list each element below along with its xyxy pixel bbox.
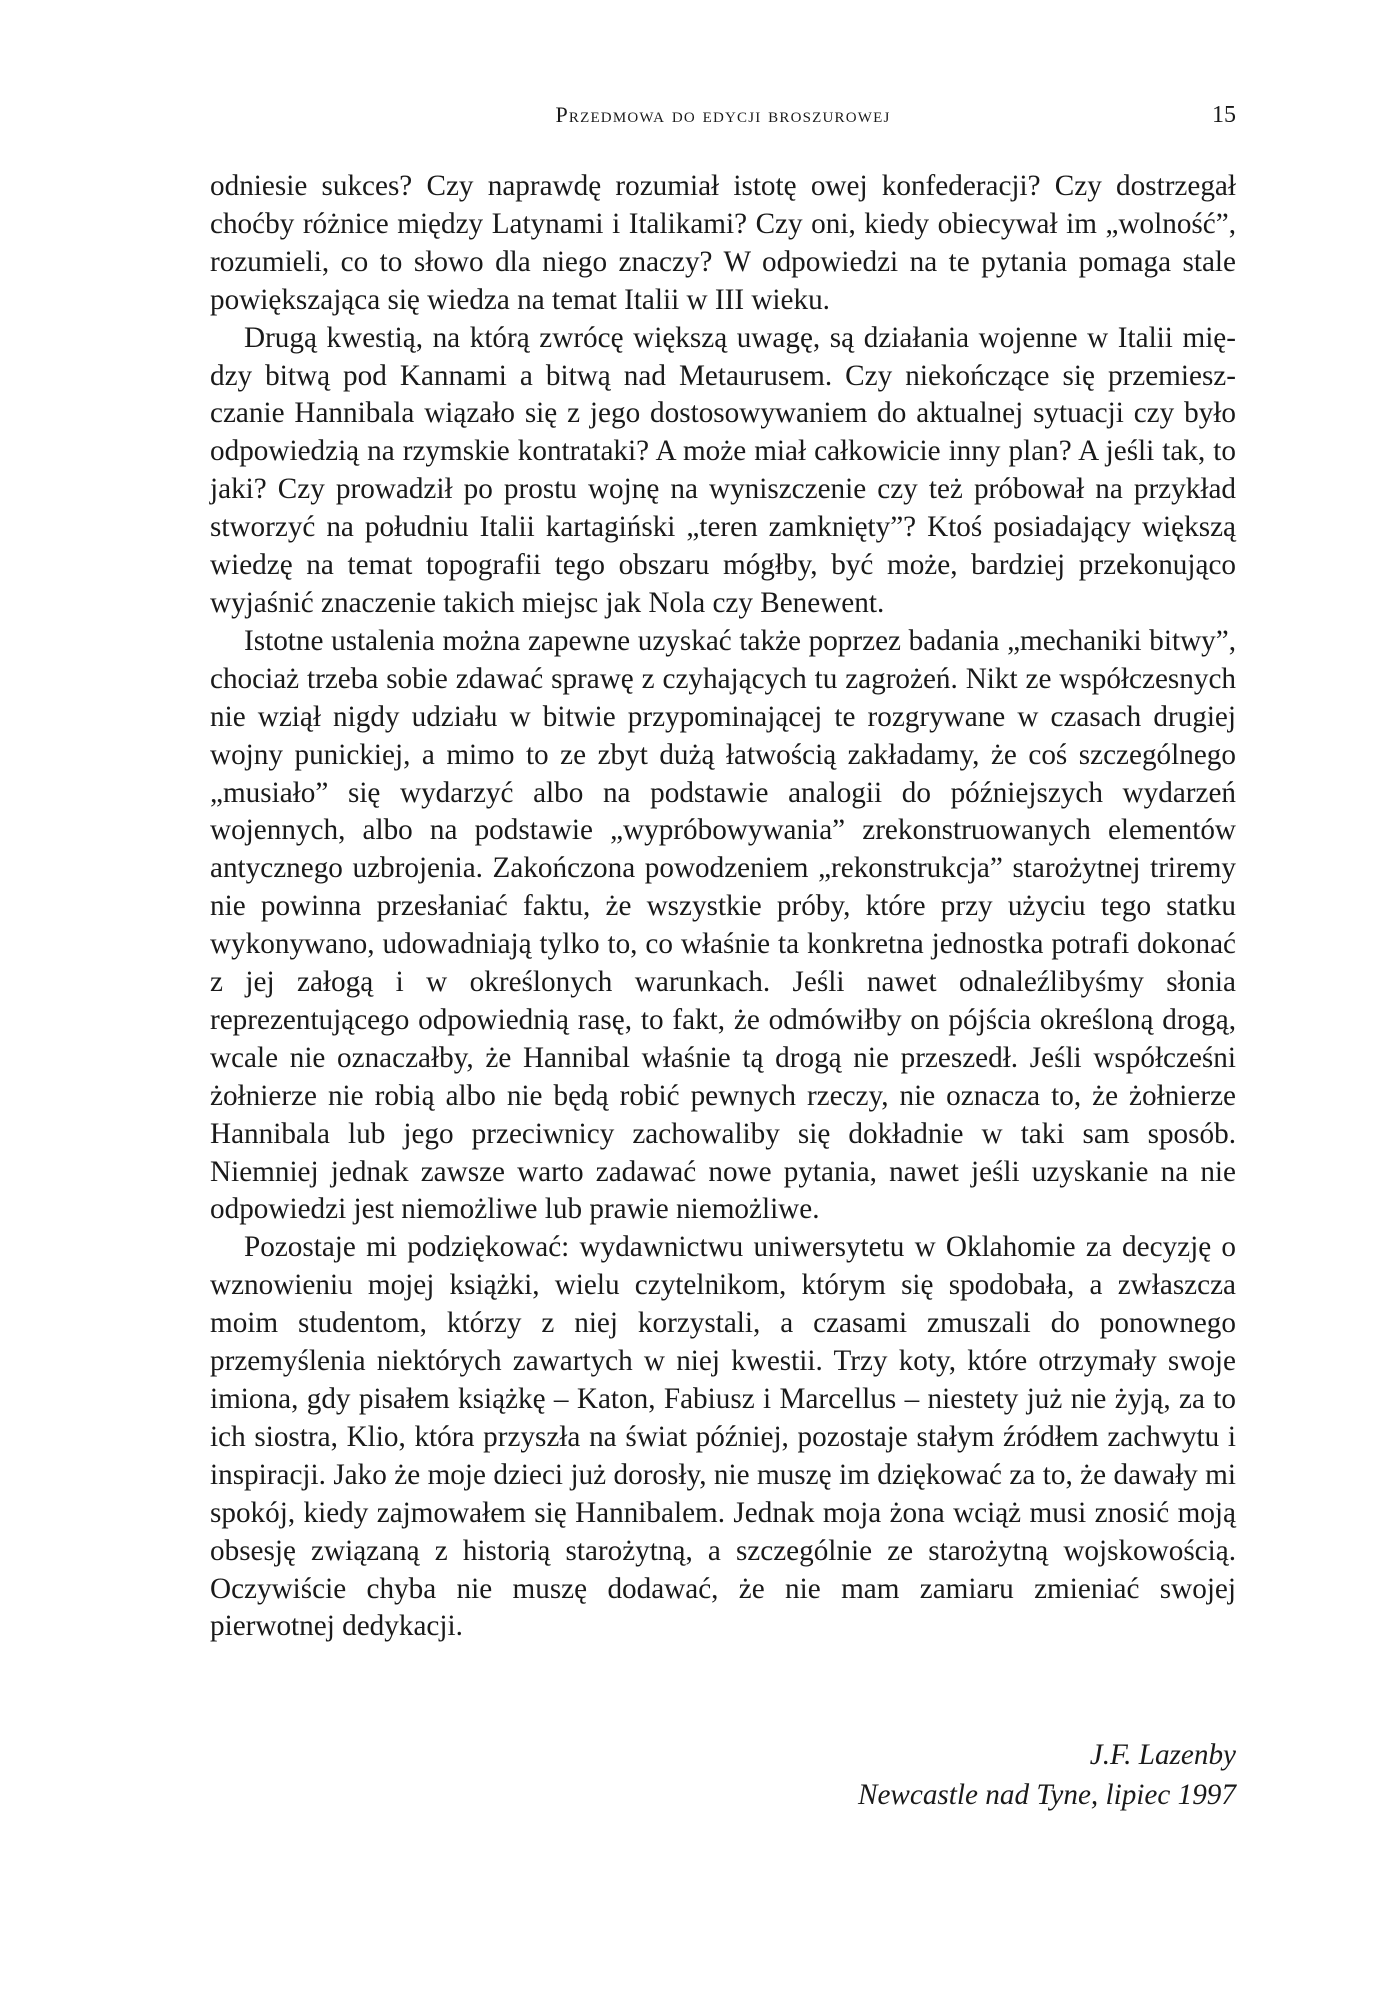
author-name: J.F. Lazenby: [1089, 1739, 1236, 1771]
place-date: Newcastle nad Tyne, lipiec 1997: [857, 1779, 1236, 1811]
paragraph-2: Drugą kwestią, na którą zwrócę większą uwagę, są działania wojenne w Italii między bitwą pod Kannami a bitwą nad Metaurusem. Czy niekończące się przemieszczanie Hannibala wiązało się z jego dostosowywaniem do aktualnej sytuacji czy było odpowiedzią na rzymskie kontrataki? A może miał całkowicie inny plan? A jeśli tak, to jaki? Czy prowadził po prostu wojnę na wyniszczenie czy też próbował na przykład stworzyć na południu Italii kartagiński „teren zamknięty”? Ktoś posiadający większą wiedzę na temat topografii tego obszaru mógłby, być może, bardziej przekonująco wyjaśnić znaczenie takich miejsc jak Nola czy Benewent.: [210, 321, 1236, 619]
page-number: 15: [1212, 102, 1236, 128]
signature-block: [858, 1735, 1236, 1815]
running-title: Przedmowa do edycji broszurowej: [555, 102, 891, 127]
body-text: [210, 168, 1236, 1646]
paragraph-4: Pozostaje mi podziękować: wydawnictwu uniwersytetu w Oklahomie za decyzję o wznowieniu mojej książki, wielu czytelnikom, którym się spodobała, a zwłaszcza moim studentom, którzy z niej korzystali, a czasami zmuszali do ponownego przemyślenia niektórych zawartych w niej kwestii. Trzy koty, które otrzymały swoje imiona, gdy pisałem książkę – Katon, Fabiusz i Marcellus – niestety już nie żyją, za to ich siostra, Klio, która przyszła na świat później, pozostaje stałym źródłem zachwytu i inspiracji. Jako że moje dzieci już dorosły, nie muszę im dziękować za to, że dawały mi spokój, kiedy zajmowałem się Hannibalem. Jednak moja żona wciąż musi znosić moją obsesję związaną z historią starożytną, a szczególnie ze starożytną wojskowością. Oczywiście chyba nie muszę dodawać, że nie mam zamiaru zmieniać swojej pierwotnej dedykacji.: [210, 1231, 1236, 1643]
paragraph-3: Istotne ustalenia można zapewne uzyskać także poprzez badania „mechaniki bitwy”, chociaż trzeba sobie zdawać sprawę z czyhających tu zagrożeń. Nikt ze współczesnych nie wziął nigdy udziału w bitwie przypominającej te rozgrywane w czasach drugiej wojny punickiej, a mimo to ze zbyt dużą łatwością zakładamy, że coś szczególnego „musiało” się wydarzyć albo na podstawie analogii do późniejszych wydarzeń wojennych, albo na podstawie „wypróbowywania” zrekonstruowanych elementów antycznego uzbrojenia. Zakończona powodzeniem „rekonstrukcja” starożytnej triremy nie powinna przesłaniać faktu, że wszystkie próby, które przy użyciu tego statku wykonywano, udowadniają tylko to, co właśnie ta konkretna jednostka potrafi dokonać z jej załogą i w określonych warunkach. Jeśli nawet odnaleźlibyśmy słonia reprezentującego odpowiednią rasę, to fakt, że odmówiłby on pójścia określoną drogą, wcale nie oznaczałby, że Hannibal właśnie tą drogą nie przeszedł. Jeśli współcześni żołnierze nie robią albo nie będą robić pewnych rzeczy, nie oznacza to, że żołnierze Hannibala lub jego przeciwnicy zachowaliby się dokładnie w taki sam sposób. Niemniej jednak zawsze warto zadawać nowe pytania, nawet jeśli uzyskanie na nie odpowiedzi jest niemożliwe lub prawie niemożliwe.: [210, 624, 1236, 1226]
paragraph-1: odniesie sukces? Czy naprawdę rozumiał istotę owej konfederacji? Czy dostrzegał choćby różnice między Latynami i Italikami? Czy oni, kiedy obiecywał im „wolność”, rozumieli, co to słowo dla niego znaczy? W odpowiedzi na te pytania pomaga stale powiększająca się wiedza na temat Italii w III wieku.: [210, 170, 1236, 316]
running-header: [210, 102, 1236, 134]
